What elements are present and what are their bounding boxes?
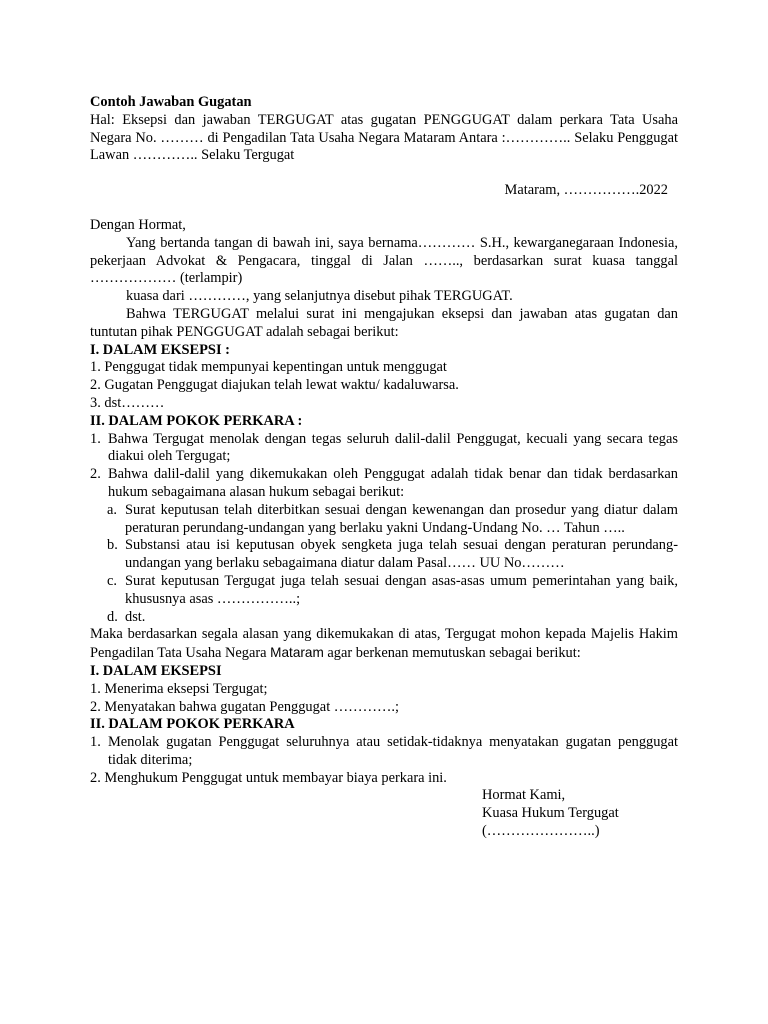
list-number: 1. xyxy=(90,680,101,697)
list-text: Bahwa Tergugat menolak dengan tegas seluruh dalil-dalil Penggugat, kecuali yang secara tegas diakui oleh Tergugat; xyxy=(108,430,678,465)
sub-list-text: Substansi atau isi keputusan obyek sengketa juga telah sesuai dengan peraturan perundang-undangan yang berlaku sebagaimana diatur dalam Pasal…… UU No……… xyxy=(125,537,678,572)
signature-name: (…………………..) xyxy=(482,823,600,840)
list-item xyxy=(90,377,678,395)
list-text: Menolak gugatan Penggugat seluruhnya atau setidak-tidaknya menyatakan gugatan penggugat tidak diterima; xyxy=(108,734,678,768)
sub-list-text: Surat keputusan telah diterbitkan sesuai dengan kewenangan dan prosedur yang diatur dalam peraturan perundang-undangan yang berlaku yakni Undang-Undang No. … Tahun ….. xyxy=(125,501,678,536)
list-text: Penggugat tidak mempunyai kepentingan untuk menggugat xyxy=(104,359,447,376)
sub-list-text: dst. xyxy=(125,608,146,625)
sub-list-letter: a. xyxy=(107,501,117,518)
list-number: 1. xyxy=(90,359,101,376)
date-line: Mataram, …………….2022 xyxy=(504,182,668,199)
list-item xyxy=(90,359,678,377)
signature-role: Kuasa Hukum Tergugat xyxy=(482,805,619,822)
list-text: dst……… xyxy=(104,394,165,411)
list-text: Gugatan Penggugat diajukan telah lewat waktu/ kadaluwarsa. xyxy=(104,377,459,394)
sub-list-item xyxy=(107,609,678,627)
sub-list-letter: d. xyxy=(107,608,118,625)
list-text: Bahwa dalil-dalil yang dikemukakan oleh Penggugat adalah tidak benar dan tidak berdasarkan hukum sebagaimana alasan hukum sebagai berikut: xyxy=(108,466,678,500)
list-number: 2. xyxy=(90,698,101,715)
list-number: 3. xyxy=(90,394,101,411)
conclusion-text-end: agar berkenan memutuskan sebagai berikut: xyxy=(327,645,581,662)
list-number: 2. xyxy=(90,769,101,786)
sub-list-text: Surat keputusan Tergugat juga telah sesuai dengan asas-asas umum pemerintahan yang baik, khususnya asas ……………..; xyxy=(125,572,678,607)
intro-paragraph: Yang bertanda tangan di bawah ini, saya bernama………… S.H., kewarganegaraan Indonesia, pekerjaan Advokat & Pengacara, tinggal di Jalan …….., berdasarkan surat kuasa tanggal ……………… (terlampir) xyxy=(90,234,678,287)
conclusion-paragraph xyxy=(90,626,678,663)
intro-statement: Bahwa TERGUGAT melalui surat ini mengajukan eksepsi dan jawaban atas gugatan dan tuntutan pihak PENGGUGAT adalah sebagai berikut: xyxy=(90,305,678,340)
document-title: Contoh Jawaban Gugatan xyxy=(90,94,252,110)
list-number: 1. xyxy=(90,734,101,751)
spacer xyxy=(90,165,678,182)
petitum-heading-eksepsi: I. DALAM EKSEPSI xyxy=(90,662,222,679)
petitum-heading-pokok-perkara: II. DALAM POKOK PERKARA xyxy=(90,716,295,733)
sub-list-item xyxy=(107,537,678,573)
conclusion-city: Mataram xyxy=(270,645,324,661)
list-item xyxy=(90,770,678,788)
sub-list-item xyxy=(107,573,678,609)
list-item xyxy=(90,466,678,502)
document-body xyxy=(90,94,678,841)
section-heading-pokok-perkara: II. DALAM POKOK PERKARA : xyxy=(90,412,303,429)
signature-closing: Hormat Kami, xyxy=(482,787,566,804)
list-item xyxy=(90,431,678,467)
list-text: Menghukum Penggugat untuk membayar biaya perkara ini. xyxy=(104,769,447,786)
list-item xyxy=(90,699,678,717)
list-item xyxy=(90,734,678,770)
list-number: 1. xyxy=(90,430,101,447)
list-number: 2. xyxy=(90,377,101,394)
conclusion-text: Maka berdasarkan segala alasan yang dikemukakan di atas, Tergugat mohon kepada Majelis Hakim Pengadilan Tata Usaha Negara xyxy=(90,626,678,662)
section-heading-eksepsi: I. DALAM EKSEPSI : xyxy=(90,341,230,358)
sub-list-letter: b. xyxy=(107,537,118,554)
list-text: Menyatakan bahwa gugatan Penggugat ………….; xyxy=(104,698,399,715)
list-item xyxy=(90,681,678,699)
subject-line: Hal: Eksepsi dan jawaban TERGUGAT atas gugatan PENGGUGAT dalam perkara Tata Usaha Negara No. ……… di Pengadilan Tata Usaha Negara Mataram Antara :………….. Selaku Penggugat Lawan ………….. Selaku Tergugat xyxy=(90,111,678,164)
spacer xyxy=(90,200,678,217)
signature-block xyxy=(482,787,678,840)
list-number: 2. xyxy=(90,466,101,483)
list-item xyxy=(90,395,678,413)
greeting: Dengan Hormat, xyxy=(90,216,186,233)
sub-list-item xyxy=(107,502,678,538)
intro-paragraph-continuation: kuasa dari …………, yang selanjutnya disebut pihak TERGUGAT. xyxy=(126,288,513,305)
list-text: Menerima eksepsi Tergugat; xyxy=(104,680,268,697)
sub-list-letter: c. xyxy=(107,572,117,589)
